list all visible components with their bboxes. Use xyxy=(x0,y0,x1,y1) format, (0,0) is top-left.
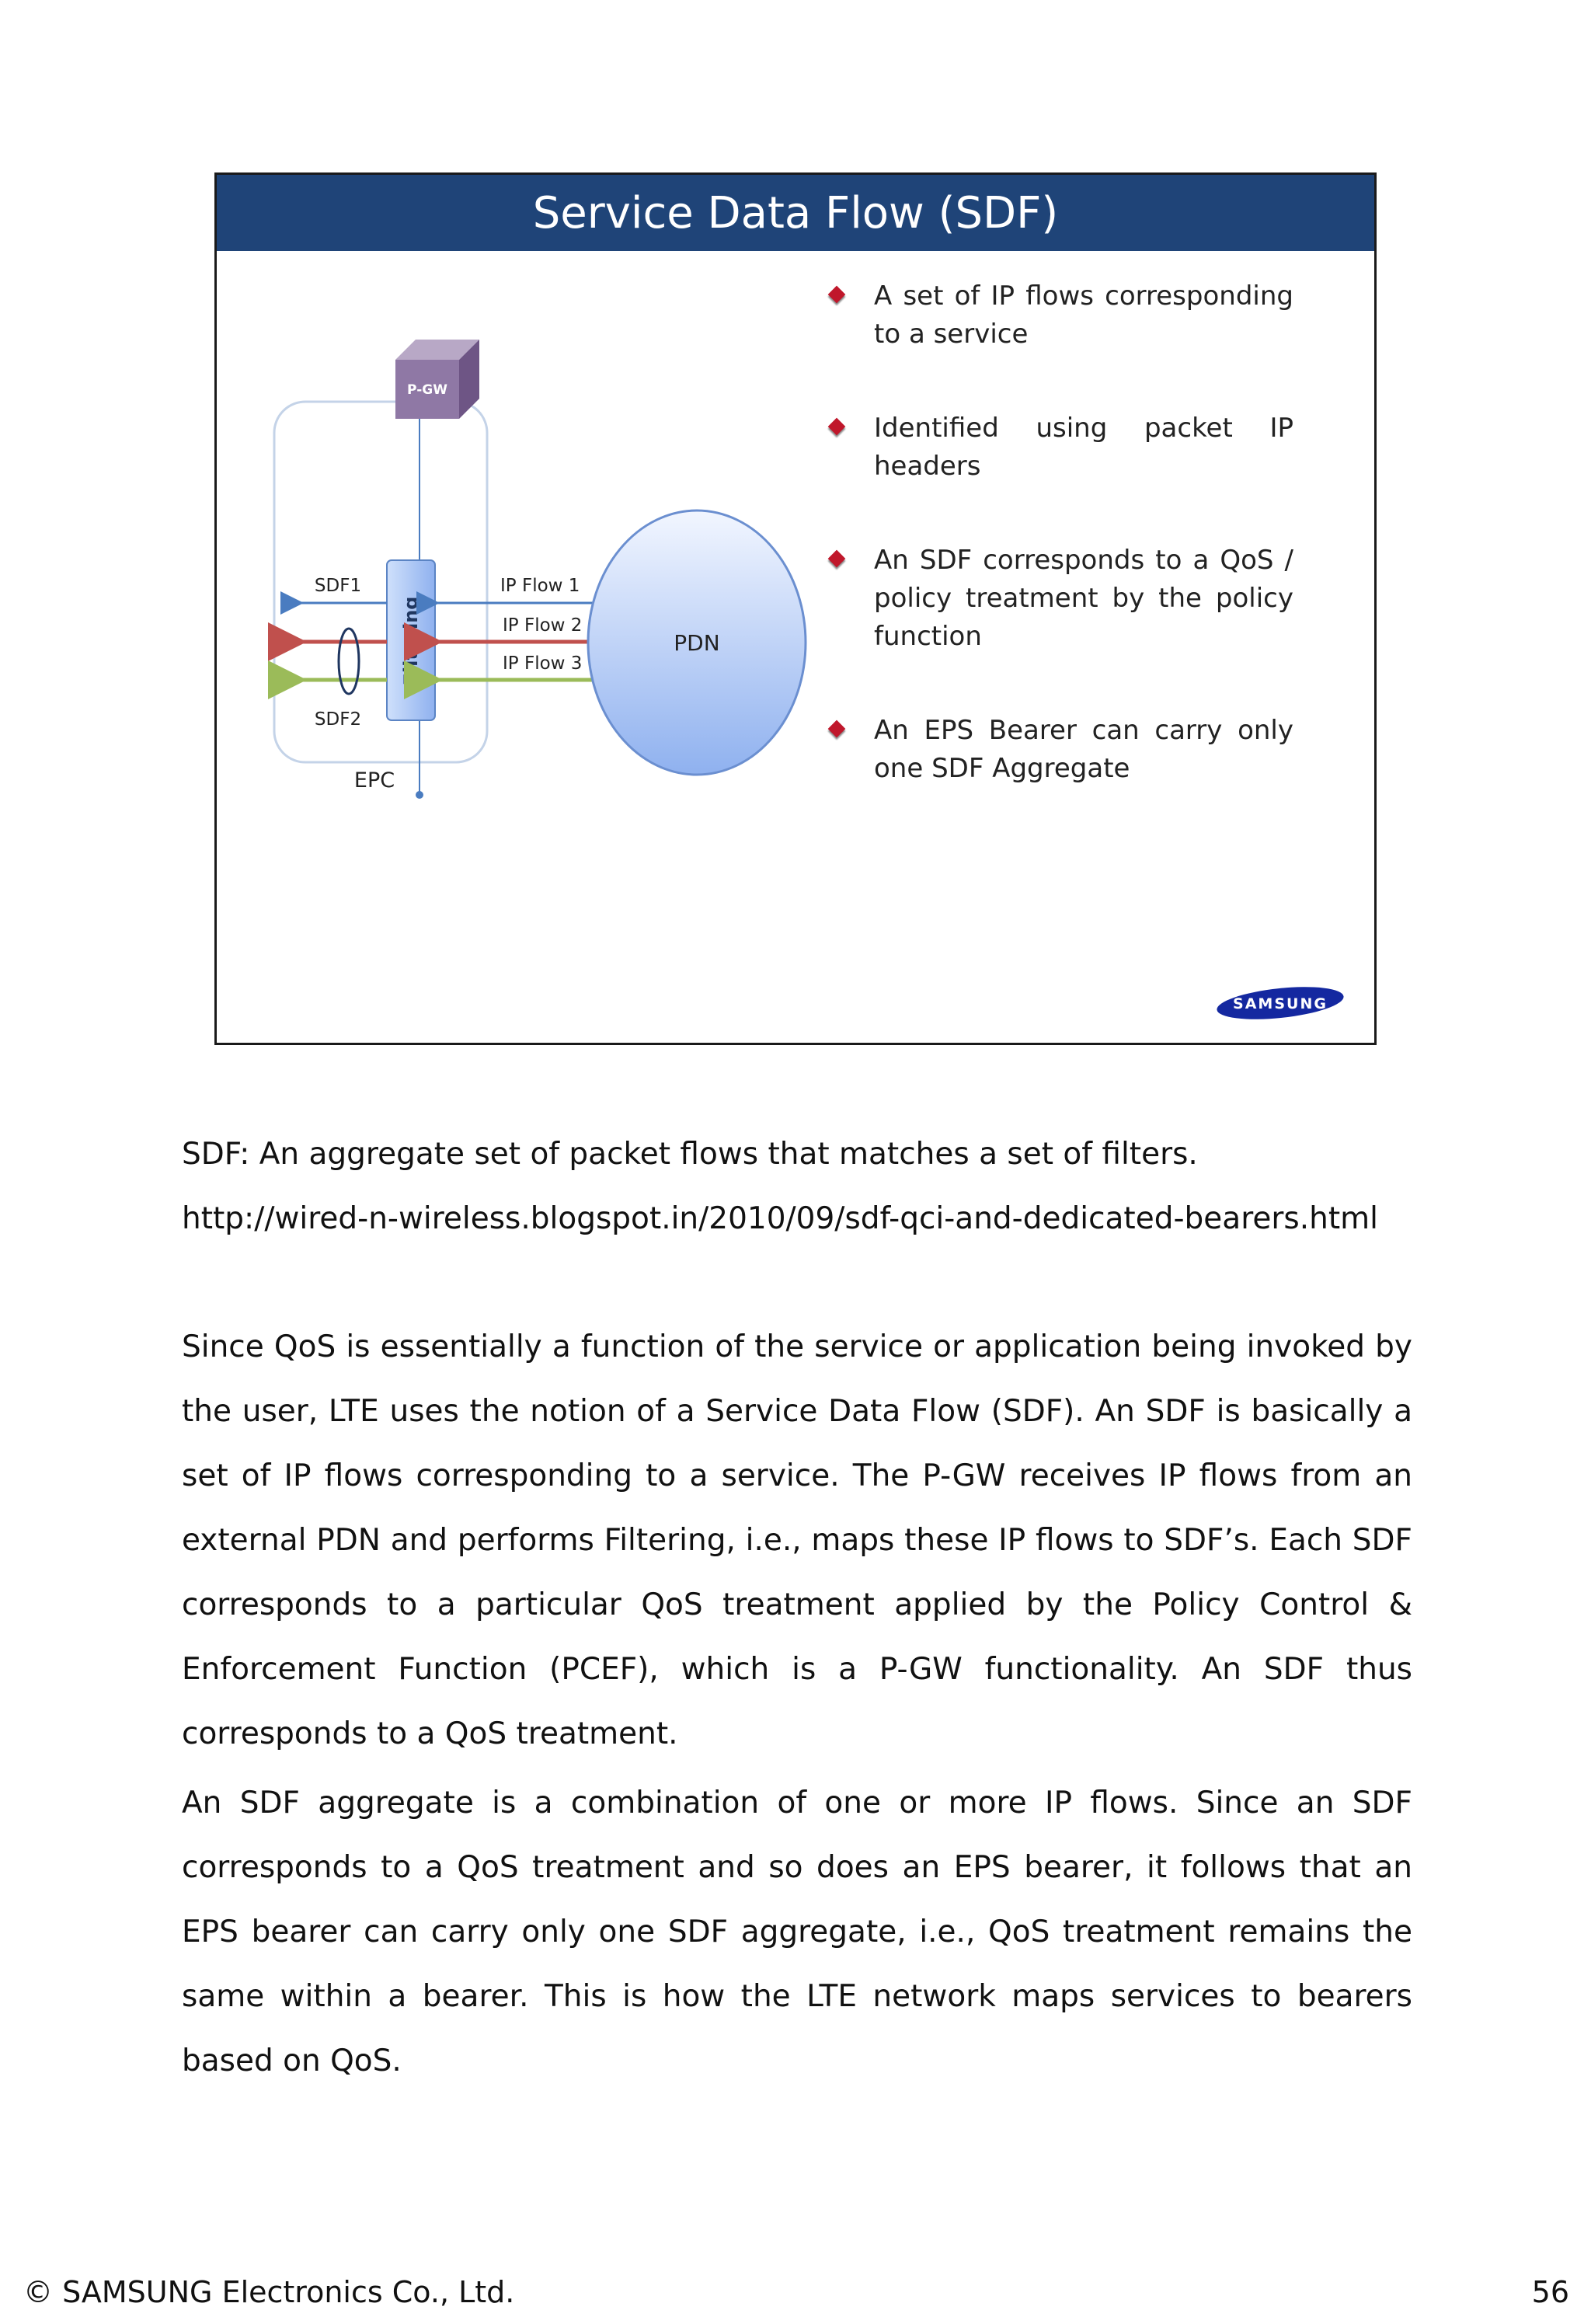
diamond-bullet-icon xyxy=(828,550,846,568)
bullet-text: A set of IP flows corresponding to a service xyxy=(874,280,1293,350)
line-end-dot xyxy=(416,791,423,799)
bullet-text: Identified using packet IP headers xyxy=(874,413,1293,482)
diamond-bullet-icon xyxy=(828,286,846,304)
slide-title-bar xyxy=(217,175,1374,251)
page-number: 56 xyxy=(1531,2275,1569,2309)
sdf1-label: SDF1 xyxy=(314,576,362,596)
ip-flow-3-label: IP Flow 3 xyxy=(503,653,583,674)
paragraph-2: An SDF aggregate is a combination of one or more IP flows. Since an SDF corresponds to a QoS treatment and so does an EPS bearer, it follows that an EPS bearer can carry only one SDF aggregate, i.e., QoS treatment remains the same within a bearer. This is how the LTE network maps services to bearers based on QoS. xyxy=(182,1786,1412,2078)
diamond-bullet-icon xyxy=(828,720,846,738)
source-url: http://wired-n-wireless.blogspot.in/2010/09/sdf-qci-and-dedicated-bearers.html xyxy=(182,1201,1378,1236)
filtering-label: Filtering xyxy=(400,596,422,686)
sdf-definition: SDF: An aggregate set of packet flows that matches a set of filters. xyxy=(182,1137,1198,1172)
diamond-bullet-icon xyxy=(828,418,846,436)
slide-figure xyxy=(214,172,1377,1045)
sdf2-label: SDF2 xyxy=(314,709,362,730)
samsung-logo xyxy=(1214,984,1346,1023)
samsung-logo-text: SAMSUNG xyxy=(1233,995,1328,1012)
bullet-item xyxy=(830,712,1293,788)
bullet-list xyxy=(830,277,1293,844)
footer-copyright: © SAMSUNG Electronics Co., Ltd. xyxy=(23,2275,515,2309)
definition-block xyxy=(182,1122,1412,1251)
pdn-label: PDN xyxy=(674,630,720,656)
epc-box xyxy=(274,402,487,762)
slide-title: Service Data Flow (SDF) xyxy=(532,187,1059,239)
pgw-label: P-GW xyxy=(407,382,447,398)
paragraph-1: Since QoS is essentially a function of the service or application being invoked by the user, LTE uses the notion of a Service Data Flow (SDF). An SDF is basically a set of IP flows corresponding to a service. The P-GW receives IP flows from an external PDN and performs Filtering, i.e., maps these IP flows to SDF’s. Each SDF corresponds to a particular QoS treatment applied by the Policy Control & Enforcement Function (PCEF), which is a P-GW functionality. An SDF thus corresponds to a QoS treatment. xyxy=(182,1329,1412,1751)
epc-label: EPC xyxy=(353,768,395,793)
bullet-text: An SDF corresponds to a QoS / policy treatment by the policy function xyxy=(874,545,1293,652)
ip-flow-1-label: IP Flow 1 xyxy=(500,576,580,596)
ip-flow-2-label: IP Flow 2 xyxy=(503,615,583,636)
bullet-item xyxy=(830,409,1293,486)
bullet-item xyxy=(830,542,1293,656)
bullet-text: An EPS Bearer can carry only one SDF Aggregate xyxy=(874,715,1293,784)
bullet-item xyxy=(830,277,1293,354)
pgw-cube-icon xyxy=(395,340,479,419)
